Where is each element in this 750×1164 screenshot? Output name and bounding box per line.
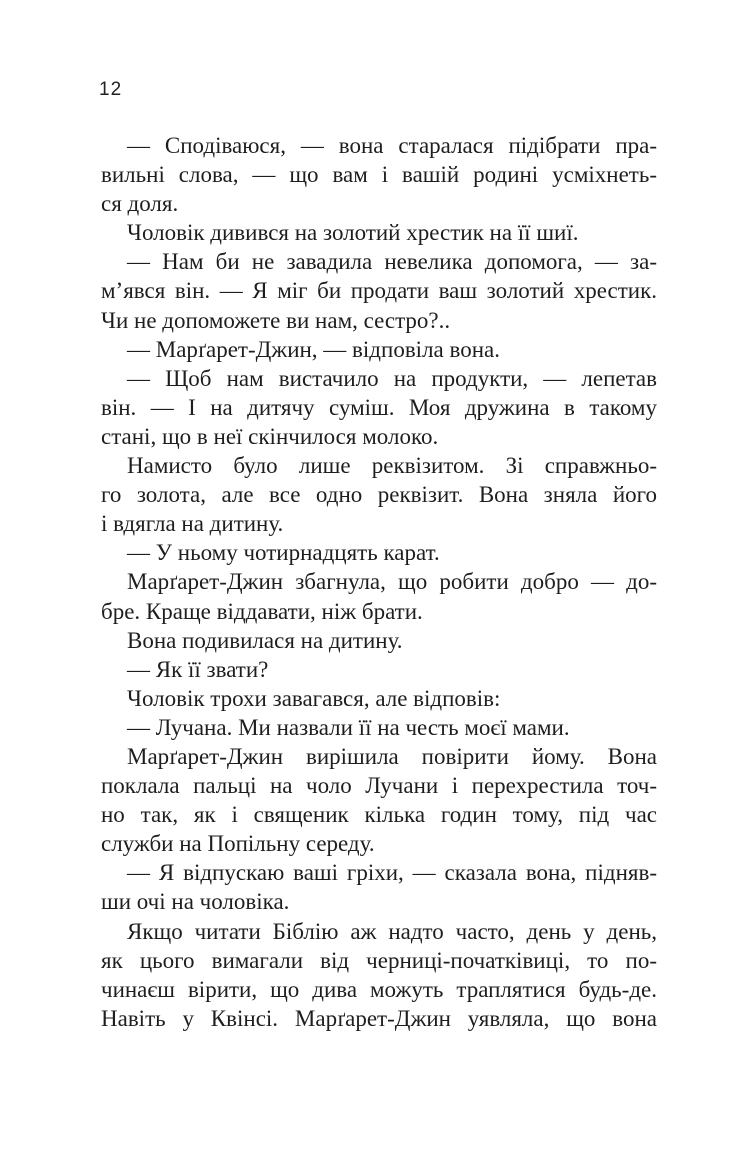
text-line: — У ньому чотирнадцять карат. xyxy=(127,540,440,566)
text-line: Навіть у Квінсі. Марґарет-Джин уявляла, що вона xyxy=(101,1005,657,1031)
text-line: Марґарет-Джин збагнула, що робити добро — до- xyxy=(127,569,657,595)
text-line: но так, як і священик кілька годин тому, під час xyxy=(101,802,657,828)
text-line: стані, що в неї скінчилося молоко. xyxy=(101,423,439,449)
text-line: Намисто було лише реквізитом. Зі справжньо- xyxy=(127,453,657,479)
text-line: служби на Попільну середу. xyxy=(101,831,375,857)
text-line: м’явся він. — Я міг би продати ваш золотий хрестик. xyxy=(101,278,657,304)
text-line: ши очі на чоловіка. xyxy=(101,889,290,915)
text-line: ся доля. xyxy=(101,191,179,217)
text-line: — Нам би не завадила невелика допомога, — за- xyxy=(127,249,657,275)
text-line: Чи не допоможете ви нам, сестро?.. xyxy=(101,307,451,333)
text-line: чинаєш вірити, що дива можуть траплятися будь-де. xyxy=(101,976,657,1002)
text-line: — Як її звати? xyxy=(127,656,269,682)
text-line: як цього вимагали від черниці-початківиці, то по- xyxy=(101,947,657,973)
text-line: вильні слова, — що вам і вашій родині усміхнеть- xyxy=(101,162,657,188)
text-line: Чоловік дивився на золотий хрестик на її шиї. xyxy=(127,220,579,246)
text-line: Чоловік трохи завагався, але відповів: xyxy=(127,685,501,711)
body-text xyxy=(101,131,657,1033)
text-line: він. — І на дитячу суміш. Моя дружина в такому xyxy=(101,394,657,420)
text-line: — Лучана. Ми назвали її на честь моєї мами. xyxy=(127,714,570,740)
text-line: Вона подивилася на дитину. xyxy=(127,627,403,653)
text-line: поклала пальці на чоло Лучани і перехрестила точ- xyxy=(101,773,657,799)
text-line: — Сподіваюся, — вона старалася підібрати пра- xyxy=(127,133,657,158)
text-line: бре. Краще віддавати, ніж брати. xyxy=(101,598,423,624)
text-line: го золота, але все одно реквізит. Вона зняла його xyxy=(101,482,657,508)
text-line: — Марґарет-Джин, — відповіла вона. xyxy=(127,336,500,362)
text-line: Якщо читати Біблію аж надто часто, день у день, xyxy=(127,918,657,944)
text-line: — Щоб нам вистачило на продукти, — лепетав xyxy=(127,365,657,391)
page-number: 12 xyxy=(99,79,123,100)
text-line: Марґарет-Джин вирішила повірити йому. Вона xyxy=(127,743,657,769)
text-line: і вдягла на дитину. xyxy=(101,511,284,537)
text-line: — Я відпускаю ваші гріхи, — сказала вона, підняв- xyxy=(127,860,657,886)
